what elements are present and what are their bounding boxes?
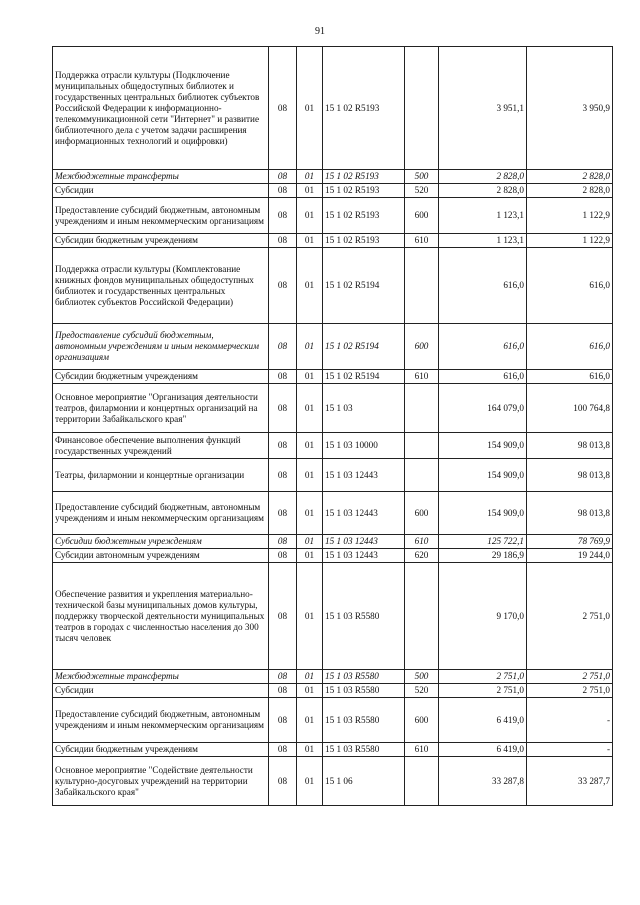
row-amount-1: 2 828,0: [439, 170, 527, 184]
row-subsection: 01: [297, 234, 323, 248]
row-section: 08: [269, 184, 297, 198]
row-name: Субсидии бюджетным учреждениям: [53, 234, 269, 248]
row-subsection: 01: [297, 670, 323, 684]
row-amount-2: 616,0: [527, 370, 613, 384]
row-name: Предоставление субсидий бюджетным, автономным учреждениям и иным некоммерческим организациям: [53, 324, 269, 370]
page-number: 91: [315, 26, 325, 37]
row-amount-1: 29 186,9: [439, 549, 527, 563]
row-expense-type: [405, 47, 439, 170]
row-target-article: 15 1 03 12443: [323, 535, 405, 549]
row-subsection: 01: [297, 198, 323, 234]
row-target-article: 15 1 02 R5193: [323, 184, 405, 198]
row-expense-type: [405, 459, 439, 492]
row-expense-type: 600: [405, 324, 439, 370]
row-expense-type: 610: [405, 535, 439, 549]
row-target-article: 15 1 02 R5193: [323, 198, 405, 234]
row-expense-type: [405, 248, 439, 324]
row-name: Обеспечение развития и укрепления материально-технической базы муниципальных домов культуры, поддержку творческой деятельности муниципальных театров в городах с численностью населения до 300 тысяч человек: [53, 563, 269, 670]
row-target-article: 15 1 06: [323, 757, 405, 806]
row-amount-1: 2 751,0: [439, 670, 527, 684]
row-section: 08: [269, 324, 297, 370]
row-amount-1: 154 909,0: [439, 433, 527, 459]
row-name: Субсидии бюджетным учреждениям: [53, 743, 269, 757]
table-row: [53, 459, 613, 492]
row-section: 08: [269, 433, 297, 459]
row-name: Межбюджетные трансферты: [53, 170, 269, 184]
row-name: Межбюджетные трансферты: [53, 670, 269, 684]
table-row: [53, 670, 613, 684]
row-target-article: 15 1 03 12443: [323, 549, 405, 563]
row-amount-2: 98 013,8: [527, 459, 613, 492]
row-expense-type: [405, 433, 439, 459]
row-section: 08: [269, 384, 297, 433]
row-section: 08: [269, 549, 297, 563]
row-amount-1: 154 909,0: [439, 459, 527, 492]
row-section: 08: [269, 535, 297, 549]
row-name: Субсидии: [53, 684, 269, 698]
row-target-article: 15 1 02 R5194: [323, 248, 405, 324]
row-section: 08: [269, 47, 297, 170]
row-amount-2: 98 013,8: [527, 492, 613, 535]
row-amount-1: 1 123,1: [439, 198, 527, 234]
row-subsection: 01: [297, 433, 323, 459]
row-subsection: 01: [297, 492, 323, 535]
row-subsection: 01: [297, 248, 323, 324]
row-section: 08: [269, 459, 297, 492]
row-name: Театры, филармонии и концертные организации: [53, 459, 269, 492]
row-amount-1: 616,0: [439, 370, 527, 384]
row-expense-type: 520: [405, 184, 439, 198]
row-subsection: 01: [297, 384, 323, 433]
row-subsection: 01: [297, 684, 323, 698]
row-amount-2: 33 287,7: [527, 757, 613, 806]
row-target-article: 15 1 02 R5194: [323, 324, 405, 370]
table-row: [53, 198, 613, 234]
table-row: [53, 184, 613, 198]
row-subsection: 01: [297, 47, 323, 170]
row-subsection: 01: [297, 743, 323, 757]
row-subsection: 01: [297, 370, 323, 384]
row-amount-2: 3 950,9: [527, 47, 613, 170]
row-name: Субсидии: [53, 184, 269, 198]
row-section: 08: [269, 170, 297, 184]
row-name: Поддержка отрасли культуры (Комплектование книжных фондов муниципальных общедоступных библиотек и государственных центральных библиотек субъектов Российской Федерации): [53, 248, 269, 324]
row-amount-2: 2 828,0: [527, 184, 613, 198]
row-target-article: 15 1 03: [323, 384, 405, 433]
row-target-article: 15 1 02 R5194: [323, 370, 405, 384]
row-amount-1: 616,0: [439, 248, 527, 324]
row-target-article: 15 1 03 10000: [323, 433, 405, 459]
row-section: 08: [269, 757, 297, 806]
row-target-article: 15 1 03 R5580: [323, 563, 405, 670]
table-row: [53, 234, 613, 248]
row-amount-2: 100 764,8: [527, 384, 613, 433]
table-row: [53, 757, 613, 806]
row-expense-type: 520: [405, 684, 439, 698]
row-name: Субсидии автономным учреждениям: [53, 549, 269, 563]
table-row: [53, 535, 613, 549]
row-target-article: 15 1 02 R5193: [323, 170, 405, 184]
row-target-article: 15 1 03 12443: [323, 459, 405, 492]
row-name: Основное мероприятие "Содействие деятельности культурно-досуговых учреждений на территории Забайкальского края": [53, 757, 269, 806]
row-expense-type: 500: [405, 170, 439, 184]
row-name: Основное мероприятие "Организация деятельности театров, филармонии и концертных организаций на территории Забайкальского края": [53, 384, 269, 433]
row-expense-type: 610: [405, 743, 439, 757]
row-target-article: 15 1 03 R5580: [323, 670, 405, 684]
row-subsection: 01: [297, 698, 323, 743]
row-target-article: 15 1 02 R5193: [323, 47, 405, 170]
row-target-article: 15 1 02 R5193: [323, 234, 405, 248]
table-row: [53, 248, 613, 324]
row-amount-2: 2 828,0: [527, 170, 613, 184]
row-section: 08: [269, 198, 297, 234]
row-amount-1: 154 909,0: [439, 492, 527, 535]
row-section: 08: [269, 698, 297, 743]
row-name: Предоставление субсидий бюджетным, автономным учреждениям и иным некоммерческим организациям: [53, 198, 269, 234]
row-name: Субсидии бюджетным учреждениям: [53, 535, 269, 549]
row-amount-1: 6 419,0: [439, 743, 527, 757]
row-section: 08: [269, 684, 297, 698]
row-name: Финансовое обеспечение выполнения функций государственных учреждений: [53, 433, 269, 459]
row-amount-1: 2 828,0: [439, 184, 527, 198]
row-amount-1: 164 079,0: [439, 384, 527, 433]
row-subsection: 01: [297, 184, 323, 198]
row-amount-2: 1 122,9: [527, 234, 613, 248]
row-amount-1: 125 722,1: [439, 535, 527, 549]
row-name: Предоставление субсидий бюджетным, автономным учреждениям и иным некоммерческим организациям: [53, 492, 269, 535]
row-amount-1: 616,0: [439, 324, 527, 370]
row-expense-type: 600: [405, 198, 439, 234]
row-section: 08: [269, 248, 297, 324]
table-row: [53, 492, 613, 535]
table-row: [53, 743, 613, 757]
budget-table: [52, 46, 613, 806]
row-expense-type: 600: [405, 492, 439, 535]
row-amount-1: 3 951,1: [439, 47, 527, 170]
row-amount-2: 2 751,0: [527, 670, 613, 684]
table-row: [53, 370, 613, 384]
table-row: [53, 698, 613, 743]
row-name: Субсидии бюджетным учреждениям: [53, 370, 269, 384]
row-amount-1: 9 170,0: [439, 563, 527, 670]
row-amount-2: 19 244,0: [527, 549, 613, 563]
row-name: Предоставление субсидий бюджетным, автономным учреждениям и иным некоммерческим организациям: [53, 698, 269, 743]
row-section: 08: [269, 370, 297, 384]
table-row: [53, 549, 613, 563]
row-amount-2: -: [527, 743, 613, 757]
row-target-article: 15 1 03 12443: [323, 492, 405, 535]
row-section: 08: [269, 563, 297, 670]
table-row: [53, 47, 613, 170]
row-amount-2: 1 122,9: [527, 198, 613, 234]
row-section: 08: [269, 743, 297, 757]
row-amount-1: 6 419,0: [439, 698, 527, 743]
row-amount-2: 78 769,9: [527, 535, 613, 549]
row-expense-type: [405, 384, 439, 433]
row-amount-1: 1 123,1: [439, 234, 527, 248]
row-expense-type: [405, 757, 439, 806]
row-amount-2: 98 013,8: [527, 433, 613, 459]
table-row: [53, 324, 613, 370]
row-target-article: 15 1 03 R5580: [323, 684, 405, 698]
row-expense-type: 600: [405, 698, 439, 743]
table-row: [53, 563, 613, 670]
row-section: 08: [269, 670, 297, 684]
row-subsection: 01: [297, 757, 323, 806]
row-amount-2: 616,0: [527, 248, 613, 324]
table-row: [53, 384, 613, 433]
row-subsection: 01: [297, 324, 323, 370]
table-row: [53, 433, 613, 459]
row-target-article: 15 1 03 R5580: [323, 743, 405, 757]
row-amount-1: 33 287,8: [439, 757, 527, 806]
row-expense-type: 500: [405, 670, 439, 684]
row-subsection: 01: [297, 535, 323, 549]
row-section: 08: [269, 492, 297, 535]
row-expense-type: 620: [405, 549, 439, 563]
row-subsection: 01: [297, 563, 323, 670]
row-subsection: 01: [297, 170, 323, 184]
row-amount-2: 2 751,0: [527, 563, 613, 670]
table-row: [53, 170, 613, 184]
table-row: [53, 684, 613, 698]
row-target-article: 15 1 03 R5580: [323, 698, 405, 743]
row-expense-type: 610: [405, 234, 439, 248]
row-subsection: 01: [297, 549, 323, 563]
row-subsection: 01: [297, 459, 323, 492]
row-amount-2: -: [527, 698, 613, 743]
row-name: Поддержка отрасли культуры (Подключение муниципальных общедоступных библиотек и государственных центральных библиотек субъектов Российской Федерации к информационно-телекоммуникационной сети "Интернет" и развитие библиотечного дела с учетом задачи расширения информационных технологий и оцифровки): [53, 47, 269, 170]
row-expense-type: [405, 563, 439, 670]
row-amount-2: 2 751,0: [527, 684, 613, 698]
row-section: 08: [269, 234, 297, 248]
row-amount-1: 2 751,0: [439, 684, 527, 698]
row-amount-2: 616,0: [527, 324, 613, 370]
row-expense-type: 610: [405, 370, 439, 384]
